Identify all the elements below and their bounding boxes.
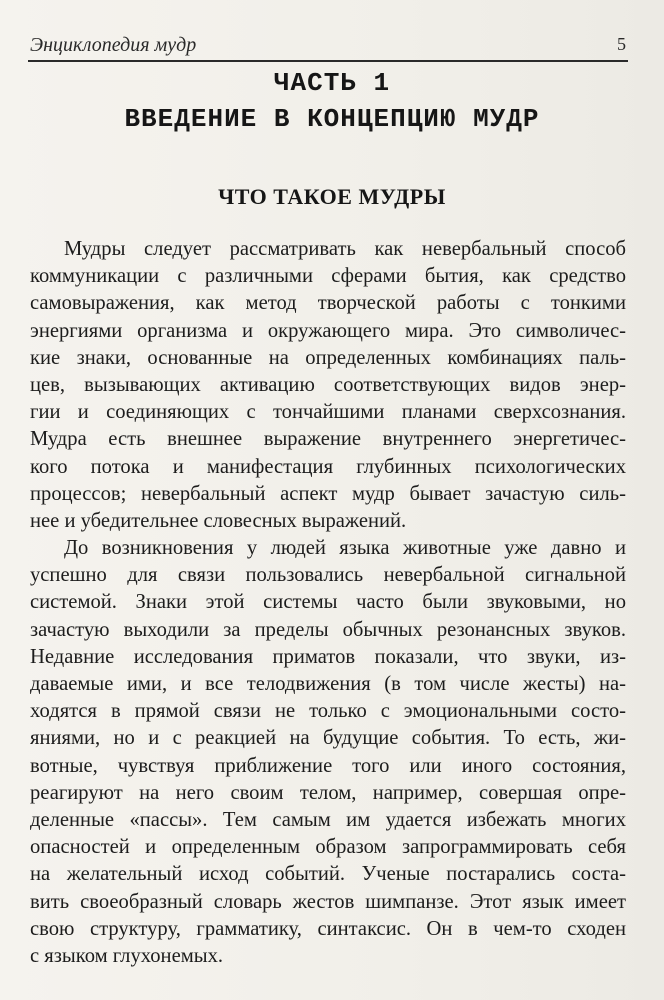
text-line: кие знаки, основанные на определенных комбинациях паль- [30, 346, 626, 369]
text-line: вить своеобразный словарь жестов шимпанзе. Этот язык имеет [30, 890, 626, 913]
text-line: Мудра есть внешнее выражение внутреннего энергетичес- [30, 428, 626, 451]
text-line: Недавние исследования приматов показали, что звуки, из- [30, 645, 626, 668]
text-line: Мудры следует рассматривать как невербальный способ [64, 238, 626, 260]
text-line: процессов; невербальный аспект мудр бывает зачастую силь- [30, 482, 626, 505]
running-header [28, 30, 628, 62]
text-line: зачастую выходили за пределы обычных резонансных звуков. [30, 618, 626, 641]
text-line: цев, вызывающих активацию соответствующих видов энер- [30, 373, 626, 396]
text-line: нее и убедительнее словесных выражений. [30, 509, 407, 532]
text-line: ходятся в прямой связи не только с эмоциональными состо- [30, 700, 626, 723]
text-line: самовыражения, как метод творческой работы с тонкими [30, 292, 626, 315]
page-number: 5 [617, 34, 626, 54]
running-header-title: Энциклопедия мудр [30, 34, 197, 56]
text-line: коммуникации с различными сферами бытия, как средство [30, 265, 626, 288]
text-line: вотные, чувствуя приближение того или иного состояния, [30, 754, 626, 777]
text-line: системой. Знаки этой системы часто были звуковыми, но [30, 591, 626, 614]
text-line: яниями, но и с реакцией на будущие события. То есть, жи- [30, 727, 626, 750]
part-title-heading: ВВЕДЕНИЕ В КОНЦЕПЦИЮ МУДР [124, 104, 540, 134]
body-text [30, 236, 626, 970]
text-line: реагируют на него своим телом, например, совершая опре- [30, 781, 626, 804]
text-line: энергиями организма и окружающего мира. Это символичес- [30, 319, 626, 342]
section-heading: ЧТО ТАКОЕ МУДРЫ [218, 184, 446, 209]
text-line: даваемые ими, и все телодвижения (в том числе жесты) на- [30, 673, 626, 695]
text-line: на желательный исход событий. Ученые постарались соста- [30, 863, 626, 886]
text-line: успешно для связи пользовались невербальной сигнальной [30, 564, 626, 587]
text-line: с языком глухонемых. [30, 944, 224, 967]
text-line: деленные «пассы». Тем самым им удается избежать многих [30, 808, 626, 831]
text-line: До возникновения у людей языка животные уже давно и [64, 537, 626, 560]
text-line: гии и соединяющих с тончайшими планами сверхсознания. [30, 401, 626, 424]
part-number-heading: ЧАСТЬ 1 [273, 68, 391, 98]
text-line: опасностей и определенным образом запрограммировать себя [30, 836, 626, 859]
text-line: свою структуру, грамматику, синтаксис. Он в чем-то сходен [30, 917, 626, 940]
text-line: кого потока и манифестация глубинных психологических [30, 455, 626, 478]
